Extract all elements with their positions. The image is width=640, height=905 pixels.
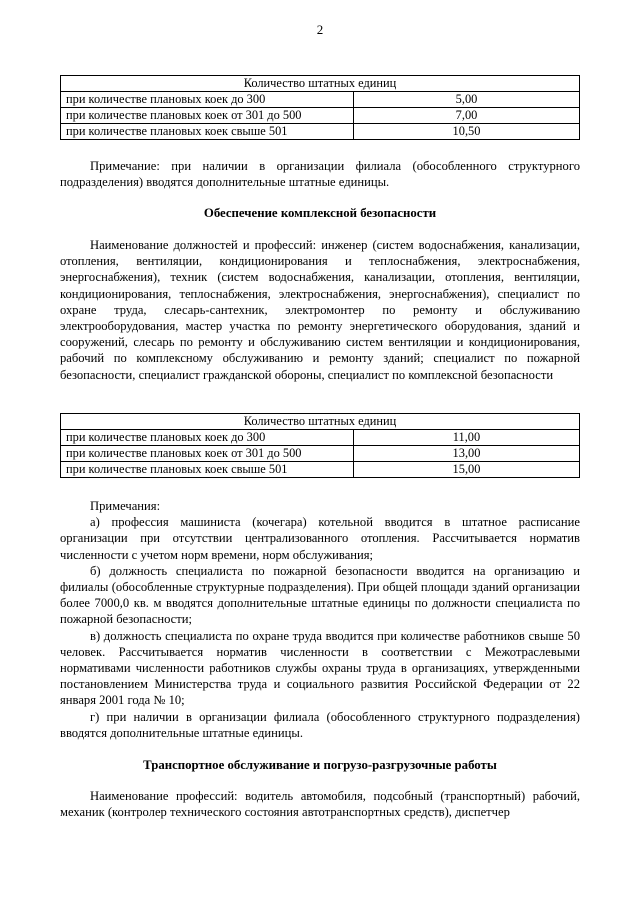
note-item-d: г) при наличии в организации филиала (обособленного структурного подразделения) вводятся дополнительные штатные единицы.: [60, 709, 580, 740]
row-value: 7,00: [354, 108, 580, 124]
table-header-row: [61, 76, 580, 92]
note-text: Примечание: при наличии в организации филиала (обособленного структурного подразделения) вводятся дополнительные штатные единицы.: [60, 159, 580, 190]
row-label: при количестве плановых коек свыше 501: [61, 124, 354, 140]
section-heading-transport: Транспортное обслуживание и погрузо-разгрузочные работы: [143, 758, 497, 772]
table-row: [61, 430, 580, 446]
row-label: при количестве плановых коек свыше 501: [61, 462, 354, 478]
section-heading-security: Обеспечение комплексной безопасности: [203, 206, 437, 220]
section-text-transport: [60, 788, 580, 820]
row-value: 15,00: [354, 462, 580, 478]
row-label: при количестве плановых коек от 301 до 500: [61, 108, 354, 124]
professions-paragraph: Наименование должностей и профессий: инженер (систем водоснабжения, канализации, отопления, вентиляции, кондиционирования и теплоснабжения, электроснабжения, энергоснабжения), техник (систем водоснабжения, канализации, отопления, вентиляции, кондиционирования, теплоснабжения, электроснабжения, энергоснабжения), специалист по охране труда, слесарь-сантехник, электромонтер по ремонту и обслуживанию электрооборудования, мастер участка по ремонту энергетического оборудования, зданий и сооружений, слесарь по ремонту и обслуживанию систем вентиляции и кондиционирования, рабочий по комплексному обслуживанию и ремонту зданий; специалист по пожарной безопасности, специалист гражданской обороны, специалист по комплексной безопасности: [60, 238, 580, 382]
table-header: Количество штатных единиц: [61, 414, 580, 430]
row-label: при количестве плановых коек от 301 до 500: [61, 446, 354, 462]
row-label: при количестве плановых коек до 300: [61, 92, 354, 108]
row-value: 10,50: [354, 124, 580, 140]
note-item-c: в) должность специалиста по охране труда вводится при количестве работников свыше 50 человек. Рассчитывается норматив численности в соответствии с Межотраслевыми нормативами численности работников службы охраны труда в организациях, утвержденными постановлением Министерства труда и социального развития Российской Федерации от 22 января 2001 года № 10;: [60, 628, 580, 708]
row-value: 13,00: [354, 446, 580, 462]
table-row: [61, 124, 580, 140]
notes-block-2: [60, 498, 580, 741]
notes-title: Примечания:: [90, 499, 161, 513]
staff-table-1: [60, 75, 580, 140]
table-row: [61, 92, 580, 108]
note-item-b: б) должность специалиста по пожарной безопасности вводится на организацию и филиалы (обособленные структурные подразделения). При общей площади зданий организации более 7000,0 кв. м вводятся дополнительные штатные единицы по должности специалиста по пожарной безопасности;: [60, 563, 580, 627]
row-value: 11,00: [354, 430, 580, 446]
page-number: 2: [316, 22, 324, 37]
section-text-security: [60, 237, 580, 383]
row-label: при количестве плановых коек до 300: [61, 430, 354, 446]
note-item-a: а) профессия машиниста (кочегара) котельной вводится в штатное расписание организации при отсутствии централизованного отопления. Рассчитывается норматив численности с учетом норм времени, норм обслуживания;: [60, 515, 580, 562]
table-row: [61, 108, 580, 124]
table-header: Количество штатных единиц: [61, 76, 580, 92]
table-row: [61, 462, 580, 478]
table-header-row: [61, 414, 580, 430]
transport-professions-paragraph: Наименование профессий: водитель автомобиля, подсобный (транспортный) рабочий, механик (контролер технического состояния автотранспортных средств), диспетчер: [60, 789, 580, 820]
table-row: [61, 446, 580, 462]
note-block-1: [60, 158, 580, 190]
staff-table-2: [60, 413, 580, 478]
row-value: 5,00: [354, 92, 580, 108]
